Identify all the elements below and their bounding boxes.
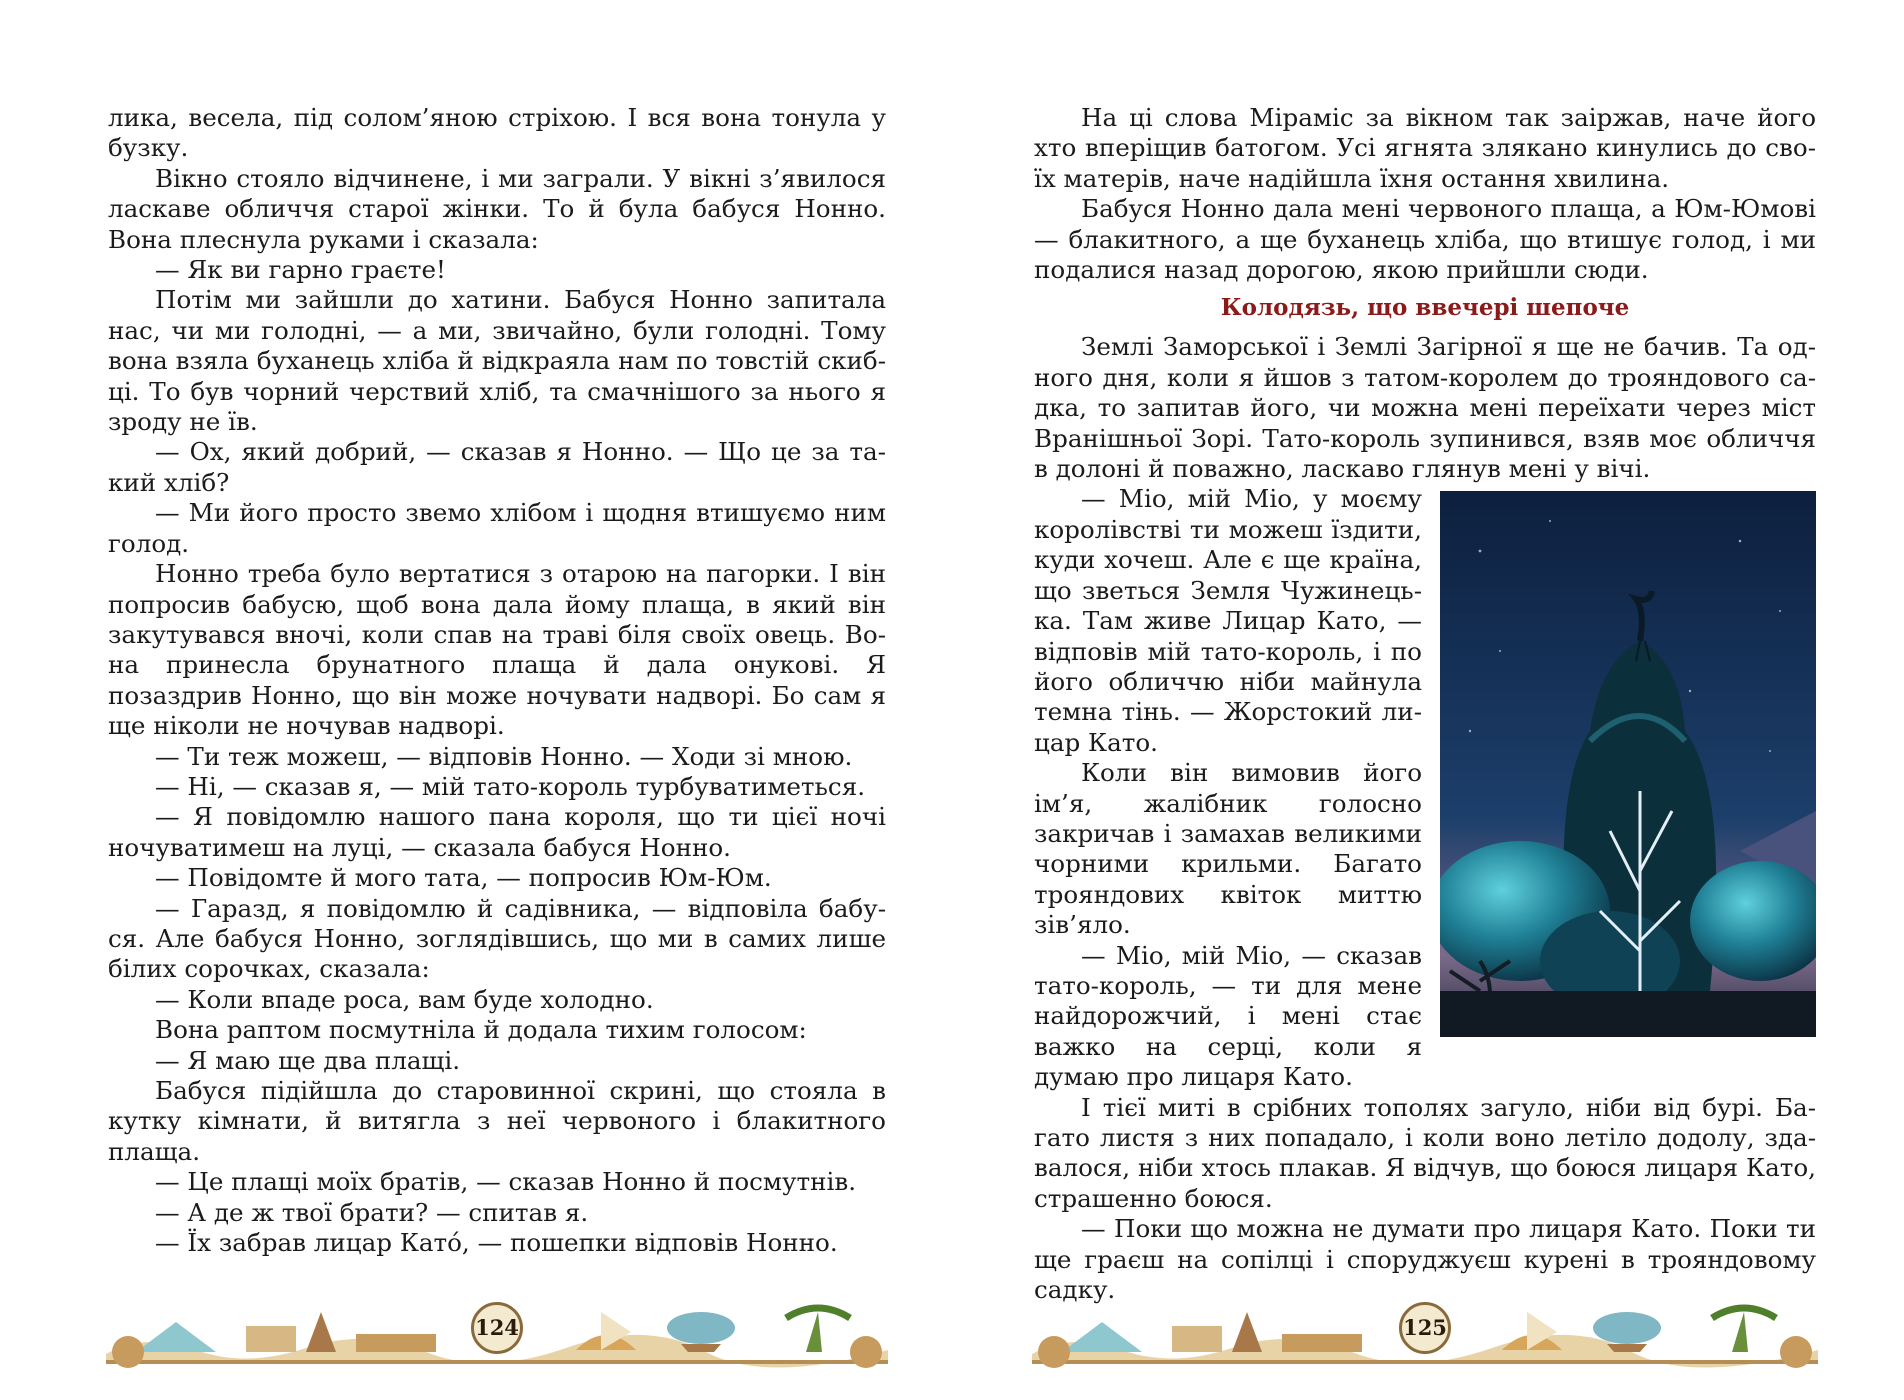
right-page bbox=[952, 0, 1904, 1400]
paragraph: Вікно стояло відчинене, і ми заграли. У вікні з’явилося ласкаве обличчя старої жінки. То й була бабуся Нонно. Вона плеснула руками і сказала: bbox=[108, 163, 886, 254]
page-number: 124 bbox=[471, 1302, 523, 1354]
paragraph: — Ох, який добрий, — сказав я Нонно. — Що це за такий хліб? bbox=[108, 437, 886, 497]
paragraph: — Гаразд, я повідомлю й садівника, — відповіла бабуся. Але бабуся Нонно, зоглядівшись, що ми в самих лише білих сорочках, сказала: bbox=[108, 893, 886, 984]
page-number: 125 bbox=[1399, 1302, 1451, 1354]
footer-ornament bbox=[1032, 1292, 1818, 1372]
illustration bbox=[1440, 491, 1816, 1037]
paragraph: І тієї миті в срібних тополях загуло, ніби від бурі. Багато листя з них попадало, і коли воно летіло додолу, здавалося, ніби хтось плакав. Я відчув, що боюся лицаря Като, страшенно боюся. bbox=[1034, 1092, 1816, 1213]
paragraph: Землі Заморської і Землі Загірної я ще не бачив. Та одного дня, коли я йшов з татом-королем до трояндового садка, то запитав його, чи можна мені переїхати через міст Вранішньої Зорі. Тато-король зупинився, взяв моє обличчя в долоні й поважно, ласкаво глянув мені у вічі. bbox=[1034, 332, 1816, 484]
paragraph: — Їх забрав лицар Като́, — пошепки відповів Нонно. bbox=[155, 1228, 838, 1258]
paragraph: лика, весела, під солом’яною стріхою. І вся вона тонула у бузку. bbox=[108, 103, 886, 163]
paragraph: Вона раптом посмутніла й додала тихим голосом: bbox=[155, 1015, 807, 1045]
paragraph: Потім ми зайшли до хатини. Бабуся Нонно запитала нас, чи ми голодні, — а ми, звичайно, були голодні. Тому вона взяла буханець хліба й відкраяла нам по товстій скибці. То був чорний черствий хліб, та смачнішого за нього я зроду не їв. bbox=[108, 285, 886, 437]
paragraph: — Ні, — сказав я, — мій тато-король турбуватиметься. bbox=[155, 771, 866, 801]
paragraph: Нонно треба було вертатися з отарою на пагорки. І він попросив бабусю, щоб вона дала йому плаща, в який він закутувався вночі, коли спав на траві біля своїх овець. Вона принесла брунатного плаща й дала онукові. Я позаздрив Нонно, що він може ночувати надворі. Бо сам я ще ніколи не ночував надворі. bbox=[108, 559, 886, 741]
footer-ornament bbox=[106, 1292, 888, 1372]
chapter-heading: Колодязь, що ввечері шепоче bbox=[1220, 294, 1630, 322]
paragraph: — Ти теж можеш, — відповів Нонно. — Ходи зі мною. bbox=[155, 741, 853, 771]
paragraph: Коли він вимовив його ім’я, жалібник голосно закричав і замахав великими чорними крильми. Багато трояндових квіток миттю зів’яло. bbox=[1034, 758, 1422, 940]
right-page-text bbox=[1034, 103, 1816, 1305]
paragraph: Бабуся Нонно дала мені червоного плаща, а Юм-Юмові — блакитного, а ще буханець хліба, що втишує голод, і ми подалися назад дорогою, якою прийшли сюди. bbox=[1034, 194, 1816, 285]
night-tree-bird-illustration bbox=[1440, 491, 1816, 1037]
paragraph: — Міо, мій Міо, — сказав тато-король, — ти для мене найдорожчий, і мені стає важко на серці, коли я думаю про лицаря Като. bbox=[1034, 940, 1422, 1092]
paragraph: — А де ж твої брати? — спитав я. bbox=[155, 1197, 589, 1227]
left-page-text bbox=[108, 103, 886, 1258]
paragraph: — Поки що можна не думати про лицаря Като. Поки ти ще граєш на сопілці і споруджуєш курені в трояндовому садку. bbox=[1034, 1214, 1816, 1305]
paragraph: Бабуся підійшла до старовинної скрині, що стояла в кутку кімнати, й витягла з неї червоного і блакитного плаща. bbox=[108, 1076, 886, 1166]
paragraph: — Коли впаде роса, вам буде холодно. bbox=[155, 984, 654, 1014]
paragraph: — Ми його просто звемо хлібом і щодня втишуємо ним голод. bbox=[108, 498, 886, 558]
paragraph: — Це плащі моїх братів, — сказав Нонно й посмутнів. bbox=[155, 1167, 857, 1197]
paragraph: На ці слова Міраміс за вікном так заіржав, наче його хто вперіщив батогом. Усі ягнята злякано кинулись до своїх матерів, наче надійшла їхня остання хвилина. bbox=[1034, 103, 1816, 193]
paragraph: — Як ви гарно граєте! bbox=[155, 255, 446, 285]
paragraph: — Я маю ще два плащі. bbox=[155, 1045, 461, 1075]
paragraph: — Міо, мій Міо, у моєму королівстві ти можеш їздити, куди хочеш. Але є ще країна, що зветься Земля Чужинецька. Там живе Лицар Като, — відповів мій тато-король, і по його обличчю ніби майнула темна тінь. — Жорстокий лицар Като. bbox=[1034, 484, 1422, 757]
paragraph: — Я повідомлю нашого пана короля, що ти цієї ночі ночуватимеш на луці, — сказала бабуся Нонно. bbox=[108, 802, 886, 862]
paragraph: — Повідомте й мого тата, — попросив Юм-Юм. bbox=[155, 863, 772, 893]
